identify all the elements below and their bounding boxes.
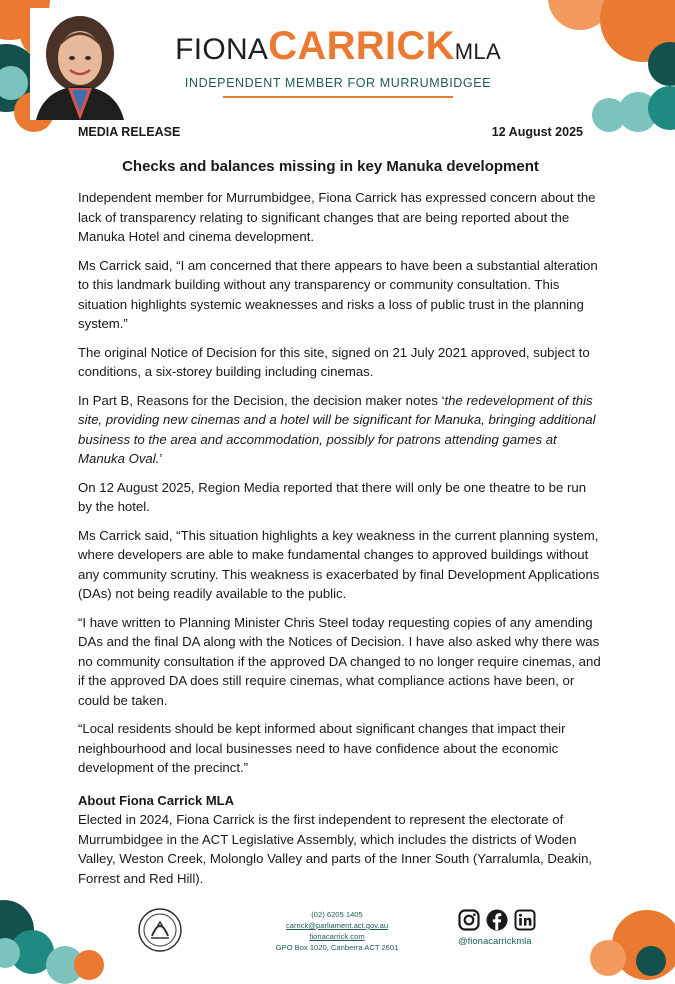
tagline-divider [223,96,453,98]
tagline: INDEPENDENT MEMBER FOR MURRUMBIDGEE [184,76,492,90]
brand-last-name: CARRICK [268,24,455,68]
social-links [458,909,558,947]
release-date: 12 August 2025 [491,125,583,139]
portrait-photo [30,8,130,120]
contact-address: GPO Box 1020, Canberra ACT 2601 [275,943,399,952]
instagram-icon[interactable] [458,909,480,933]
paragraph-6: Ms Carrick said, “This situation highlights a key weakness in the current planning system, where developers are able to make fundamental changes to approved buildings without any community scrutiny. This weakness is exacerbated by final Development Applications (DAs) not being readily available to the public. [78,527,600,601]
paragraph-2: Ms Carrick said, “I am concerned that there appears to have been a substantial alteration to this landmark building without any transparency or community consultation. This situation highlights systemic weaknesses and risks a loss of public trust in the planning system.” [78,257,598,331]
paragraph-8: “Local residents should be kept informed about significant changes that impact their neighbourhood and local businesses need to have confidence about the economic development of the precinct.” [78,721,566,775]
brand-logo [168,24,508,98]
paragraph-7: “I have written to Planning Minister Chris Steel today requesting copies of any amending DAs and the final DA along with the Notices of Decision. I have also asked why there was no community consultation if the approved DA changed to no longer require cinemas, and if the approved DA does still require cinemas, what compliance actions have been, or could be taken. [78,614,601,708]
contact-website[interactable]: fionacarrick.com [309,932,365,941]
paragraph-4 [78,391,603,469]
paragraph-4-quote: the redevelopment of this site, providing new cinemas and a hotel will be significant for Manuka, bringing additional business to the area and accommodation, possibly for patrons attending games at Manuka Oval. [78,392,596,466]
release-meta [78,125,583,141]
linkedin-icon[interactable] [514,909,536,933]
social-handle[interactable]: @fionacarrickmla [458,936,532,947]
brand-suffix: MLA [454,39,501,64]
about-heading: About Fiona Carrick MLA [78,793,235,808]
contact-phone[interactable]: (02) 6205 1405 [311,910,363,919]
about-text: Elected in 2024, Fiona Carrick is the first independent to represent the electorate of Murrumbidgee in the ACT Legislative Assembly, which includes the districts of Woden Valley, Weston Creek, Molonglo Valley and parts of the Inner South (Yarralumla, Deakin, Forrest and Red Hill). [78,812,593,886]
paragraph-1: Independent member for Murrumbidgee, Fiona Carrick has expressed concern about the lack of transparency relating to significant changes that are being reported about the Manuka Hotel and cinema development. [78,190,596,244]
paragraph-3: The original Notice of Decision for this site, signed on 21 July 2021 approved, subject to conditions, a six-storey building including cinemas. [78,344,590,379]
about-section [78,792,603,888]
brand-first-name: FIONA [175,33,269,66]
paragraph-4-close: ’ [159,451,163,466]
facebook-icon[interactable] [486,909,508,933]
release-type: MEDIA RELEASE [78,125,181,139]
brand-name [168,24,508,74]
paragraph-5: On 12 August 2025, Region Media reported that there will only be one theatre to be run by the hotel. [78,479,587,514]
article-body [78,188,603,787]
headline: Checks and balances missing in key Manuka development [122,158,539,175]
header [0,0,675,120]
paragraph-4-intro: In Part B, Reasons for the Decision, the decision maker notes ‘ [78,392,445,408]
contact-email[interactable]: carrick@parliament.act.gov.au [285,921,389,930]
act-assembly-crest-icon [138,908,182,952]
contact-details [262,909,412,953]
